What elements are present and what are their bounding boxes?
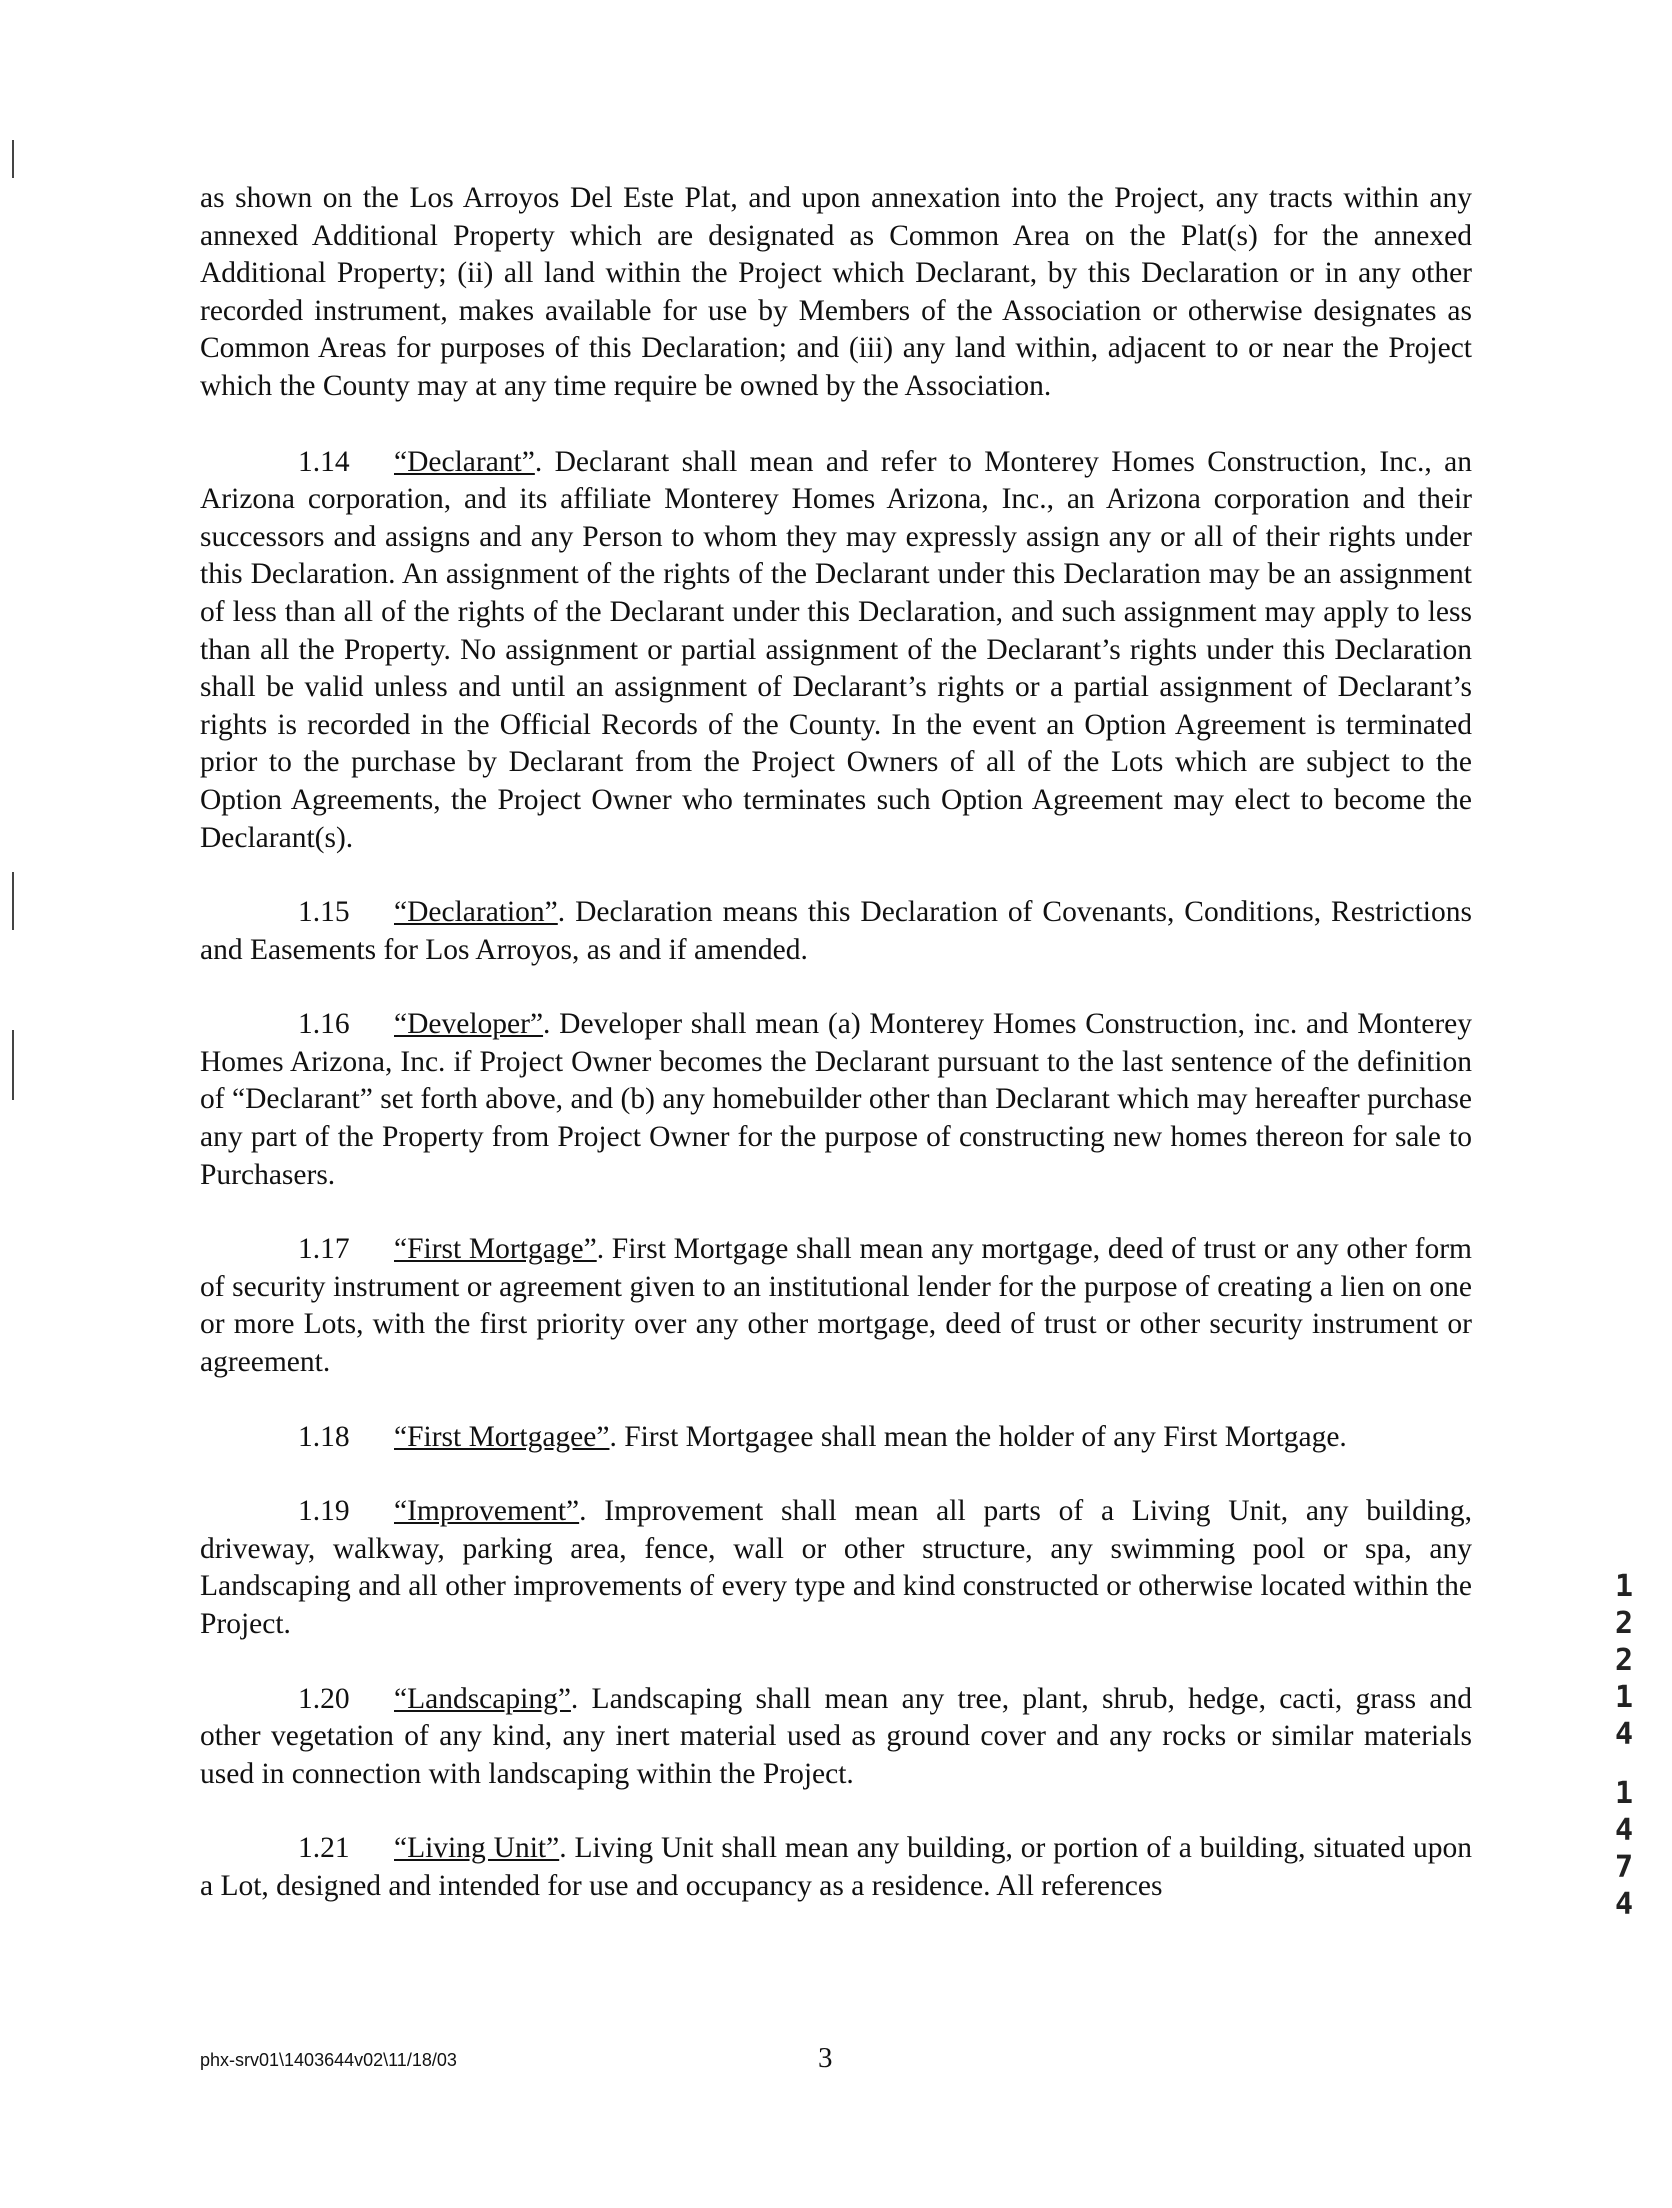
definition-text: . Declarant shall mean and refer to Monterey Homes Construction, Inc., an Arizona corporation, and its affiliate Monterey Homes Arizona, Inc., an Arizona corporation and their successors and assigns and any Person to whom they may expressly assign any or all of their rights under this Declaration. An assignment of the rights of the Declarant under this Declaration may be an assignment of less than all of the rights of the Declarant under this Declaration, and such assignment may apply to less than all the Property. No assignment or partial assignment of the Declarant’s rights under this Declaration shall be valid unless and until an assignment of Declarant’s rights or a partial assignment of Declarant’s rights is recorded in the Official Records of the County. In the event an Option Agreement is terminated prior to the purchase by Declarant from the Project Owners of all of the Lots which are subject to the Option Agreements, the Project Owner who terminates such Option Agreement may elect to become the Declarant(s). <box>200 445 1472 854</box>
definition-text: . First Mortgagee shall mean the holder of any First Mortgage. <box>609 1420 1347 1453</box>
section-1-16 <box>200 1006 1472 1194</box>
recording-digit: 4 <box>1614 1887 1634 1922</box>
margin-mark <box>12 872 14 930</box>
section-number: 1.16 <box>298 1008 350 1041</box>
recording-digit: 2 <box>1614 1606 1634 1641</box>
defined-term: “Living Unit” <box>394 1832 560 1865</box>
margin-mark <box>12 140 14 178</box>
paragraph-continued <box>200 180 1472 406</box>
defined-term: “Landscaping” <box>394 1682 571 1715</box>
footer-page-number: 3 <box>818 2042 833 2074</box>
defined-term: “First Mortgage” <box>394 1233 597 1266</box>
definition-text: . Developer shall mean (a) Monterey Homes Construction, inc. and Monterey Homes Arizona, Inc. if Project Owner becomes the Declarant pursuant to the last sentence of the definition of “Declarant” set forth above, and (b) any homebuilder other than Declarant which may hereafter purchase any part of the Property from Project Owner for the purpose of constructing new homes thereon for sale to Purchasers. <box>200 1008 1472 1191</box>
recording-digit: 1 <box>1614 1680 1634 1715</box>
recording-digit: 1 <box>1614 1776 1634 1811</box>
definition-text: . First Mortgage shall mean any mortgage, deed of trust or any other form of security instrument or agreement given to an institutional lender for the purpose of creating a lien on one or more Lots, with the first priority over any other mortgage, deed of trust or other security instrument or agreement. <box>200 1233 1472 1379</box>
recording-digit: 7 <box>1614 1850 1634 1885</box>
defined-term: “Improvement” <box>394 1495 580 1528</box>
section-1-21 <box>200 1830 1472 1905</box>
defined-term: “Declaration” <box>394 896 558 929</box>
section-1-14 <box>200 444 1472 858</box>
section-number: 1.21 <box>298 1832 350 1865</box>
section-1-17 <box>200 1231 1472 1381</box>
recording-digit: 4 <box>1614 1717 1634 1752</box>
defined-term: “Developer” <box>394 1008 544 1041</box>
section-number: 1.19 <box>298 1495 350 1528</box>
section-1-15 <box>200 894 1472 969</box>
document-body <box>200 180 1472 1943</box>
recording-digit: 2 <box>1614 1643 1634 1678</box>
section-number: 1.14 <box>298 445 350 478</box>
section-1-20 <box>200 1681 1472 1794</box>
recording-number <box>1604 1568 1644 1923</box>
definition-text: . Living Unit shall mean any building, or portion of a building, situated upon a Lot, designed and intended for use and occupancy as a residence. All references <box>200 1832 1472 1902</box>
definition-text: . Improvement shall mean all parts of a Living Unit, any building, driveway, walkway, parking area, fence, wall or other structure, any swimming pool or spa, any Landscaping and all other improvements of every type and kind constructed or otherwise located within the Project. <box>200 1495 1472 1640</box>
recording-digit: 1 <box>1614 1569 1634 1604</box>
section-number: 1.20 <box>298 1682 350 1715</box>
defined-term: “First Mortgagee” <box>394 1420 610 1453</box>
section-number: 1.17 <box>298 1233 350 1266</box>
margin-mark <box>12 1030 14 1100</box>
paragraph-text: as shown on the Los Arroyos Del Este Plat, and upon annexation into the Project, any tracts within any annexed Additional Property which are designated as Common Area on the Plat(s) for the annexed Additional Property; (ii) all land within the Project which Declarant, by this Declaration or in any other recorded instrument, makes available for use by Members of the Association or otherwise designates as Common Areas for purposes of this Declaration; and (iii) any land within, adjacent to or near the Project which the County may at any time require be owned by the Association. <box>200 182 1472 402</box>
section-number: 1.15 <box>298 896 350 929</box>
defined-term: “Declarant” <box>394 445 535 478</box>
definition-text: . Declaration means this Declaration of Covenants, Conditions, Restrictions and Easements for Los Arroyos, as and if amended. <box>200 896 1472 966</box>
footer-document-id: phx-srv01\1403644v02\11/18/03 <box>200 2050 457 2070</box>
section-1-19 <box>200 1493 1472 1643</box>
definition-text: . Landscaping shall mean any tree, plant, shrub, hedge, cacti, grass and other vegetation of any kind, any inert material used as ground cover and any rocks or similar materials used in connection with landscaping within the Project. <box>200 1682 1472 1790</box>
recording-digit: 4 <box>1614 1813 1634 1848</box>
section-1-18 <box>200 1419 1472 1457</box>
section-number: 1.18 <box>298 1420 350 1453</box>
